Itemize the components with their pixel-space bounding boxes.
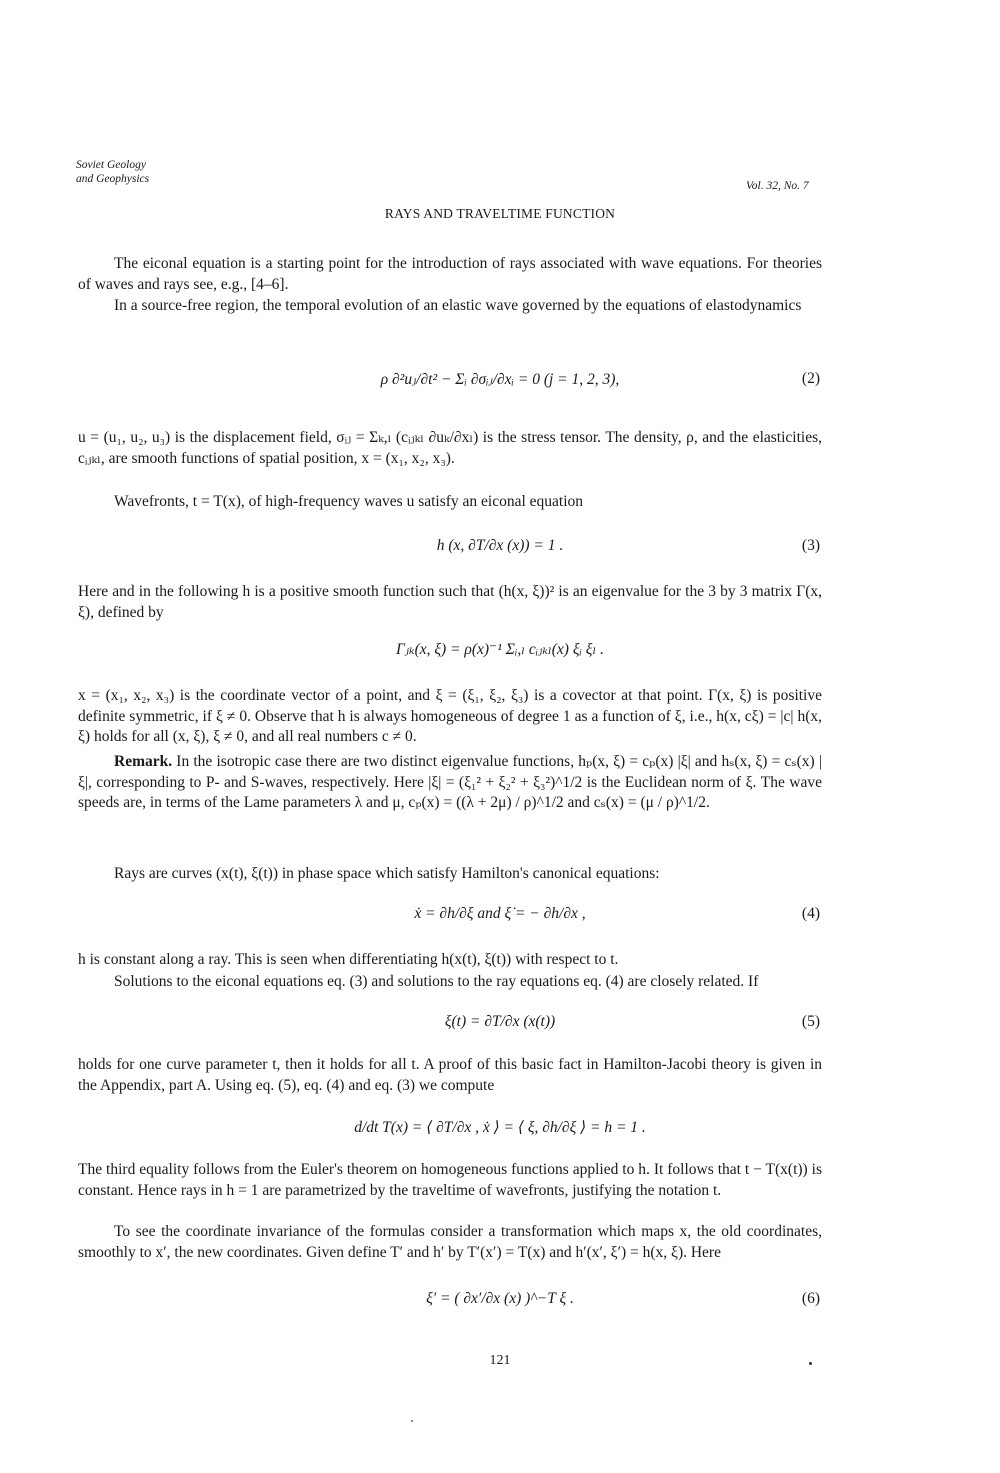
paragraph-solutions: Solutions to the eiconal equations eq. (3) and solutions to the ray equations eq. (4) are closely related. If: [114, 973, 759, 990]
equation-dt-text: d/dt T(x) = ⟨ ∂T/∂x , ẋ ⟩ = ⟨ ξ, ∂h/∂ξ ⟩ = h = 1 .: [354, 1119, 646, 1136]
equation-6-number: (6): [801, 1290, 820, 1307]
equation-2-number: (2): [801, 370, 820, 387]
equation-2-text: ρ ∂²uⱼ/∂t² − Σᵢ ∂σᵢⱼ/∂xᵢ = 0 (j = 1, 2, 3),: [380, 371, 620, 388]
paragraph-wavefronts: Wavefronts, t = T(x), of high-frequency waves u satisfy an eiconal equation: [114, 493, 584, 510]
paragraph-eigenvalue: Here and in the following h is a positive smooth function such that (h(x, ξ))² is an eigenvalue for the 3 by 3 matrix Γ(x, ξ), defined by: [78, 583, 822, 621]
journal-name-line2: and Geophysics: [76, 173, 150, 185]
equation-4: [0, 905, 1000, 923]
equation-6: [0, 1290, 1000, 1308]
equation-6-text: ξ′ = ( ∂x′/∂x (x) )^−T ξ .: [426, 1290, 574, 1307]
journal-name: [76, 158, 149, 186]
scan-speck: [809, 1362, 812, 1365]
paragraph-euler: The third equality follows from the Euler's theorem on homogeneous functions applied to h. It follows that t − T(x(t)) is constant. Hence rays in h = 1 are parametrized by the traveltime of wavefronts, justifying the notation t.: [78, 1161, 822, 1199]
equation-gamma-text: Γⱼₖ(x, ξ) = ρ(x)⁻¹ Σᵢ,ₗ cᵢⱼₖₗ(x) ξᵢ ξₗ .: [396, 641, 604, 658]
equation-gamma: [0, 640, 1000, 659]
equation-5-text: ξ(t) = ∂T/∂x (x(t)): [444, 1013, 556, 1030]
equation-2: [0, 370, 1000, 389]
scan-speck-small: [411, 1420, 413, 1422]
paragraph-displacement: u = (u₁, u₂, u₃) is the displacement field, σᵢⱼ = Σₖ,ₗ (cᵢⱼₖₗ ∂uₖ/∂xₗ) is the stress tensor. The density, ρ, and the elasticities, cᵢⱼₖₗ, are smooth functions of spatial position, x = (x₁, x₂, x₃).: [78, 429, 822, 467]
equation-4-number: (4): [801, 905, 820, 922]
volume-info: Vol. 32, No. 7: [746, 180, 809, 192]
paragraph-intro: The eiconal equation is a starting point for the introduction of rays associated with wave equations. For theories of waves and rays see, e.g., [4–6].: [78, 255, 822, 293]
paragraph-remark: [78, 752, 822, 814]
paragraph-source-free: In a source-free region, the temporal evolution of an elastic wave governed by the equations of elastodynamics: [114, 297, 802, 314]
equation-dt: [0, 1118, 1000, 1137]
paragraph-rays: Rays are curves (x(t), ξ(t)) in phase space which satisfy Hamilton's canonical equations:: [114, 865, 660, 882]
equation-3: [0, 537, 1000, 555]
remark-label: Remark.: [114, 753, 173, 770]
paragraph-constant: h is constant along a ray. This is seen when differentiating h(x(t), ξ(t)) with respect to t.: [78, 951, 619, 968]
paragraph-invariance: To see the coordinate invariance of the formulas consider a transformation which maps x, the old coordinates, smoothly to x′, the new coordinates. Given define T′ and h′ by T′(x′) = T(x) and h′(x′, ξ′) = h(x, ξ). Here: [78, 1223, 822, 1261]
page-number: 121: [489, 1353, 511, 1368]
equation-4-text: ẋ = ∂h/∂ξ and ξ̇ = − ∂h/∂x ,: [414, 905, 586, 922]
equation-5: [0, 1013, 1000, 1031]
paragraph-coordinates: x = (x₁, x₂, x₃) is the coordinate vector of a point, and ξ = (ξ₁, ξ₂, ξ₃) is a covector at that point. Γ(x, ξ) is positive definite symmetric, if ξ ≠ 0. Observe that h is always homogeneous of degree 1 as a function of ξ, i.e., h(x, cξ) = |c| h(x, ξ) holds for all (x, ξ), ξ ≠ 0, and all real numbers c ≠ 0.: [78, 687, 822, 745]
section-title: RAYS AND TRAVELTIME FUNCTION: [384, 206, 616, 221]
journal-name-line1: Soviet Geology: [76, 159, 146, 171]
remark-text: In the isotropic case there are two distinct eigenvalue functions, hₚ(x, ξ) = cₚ(x) |ξ| and hₛ(x, ξ) = cₛ(x) |ξ|, corresponding to P- and S-waves, respectively. Here |ξ| = (ξ₁² + ξ₂² + ξ₃²)^1/2 is the Euclidean norm of ξ. The wave speeds are, in terms of the Lame parameters λ and μ, cₚ(x) = ((λ + 2μ) / ρ)^1/2 and cₛ(x) = (μ / ρ)^1/2.: [78, 753, 822, 811]
equation-3-number: (3): [801, 537, 820, 554]
equation-5-number: (5): [801, 1013, 820, 1030]
paragraph-proof: holds for one curve parameter t, then it holds for all t. A proof of this basic fact in Hamilton-Jacobi theory is given in the Appendix, part A. Using eq. (5), eq. (4) and eq. (3) we compute: [78, 1056, 822, 1094]
equation-3-text: h (x, ∂T/∂x (x)) = 1 .: [436, 537, 564, 554]
